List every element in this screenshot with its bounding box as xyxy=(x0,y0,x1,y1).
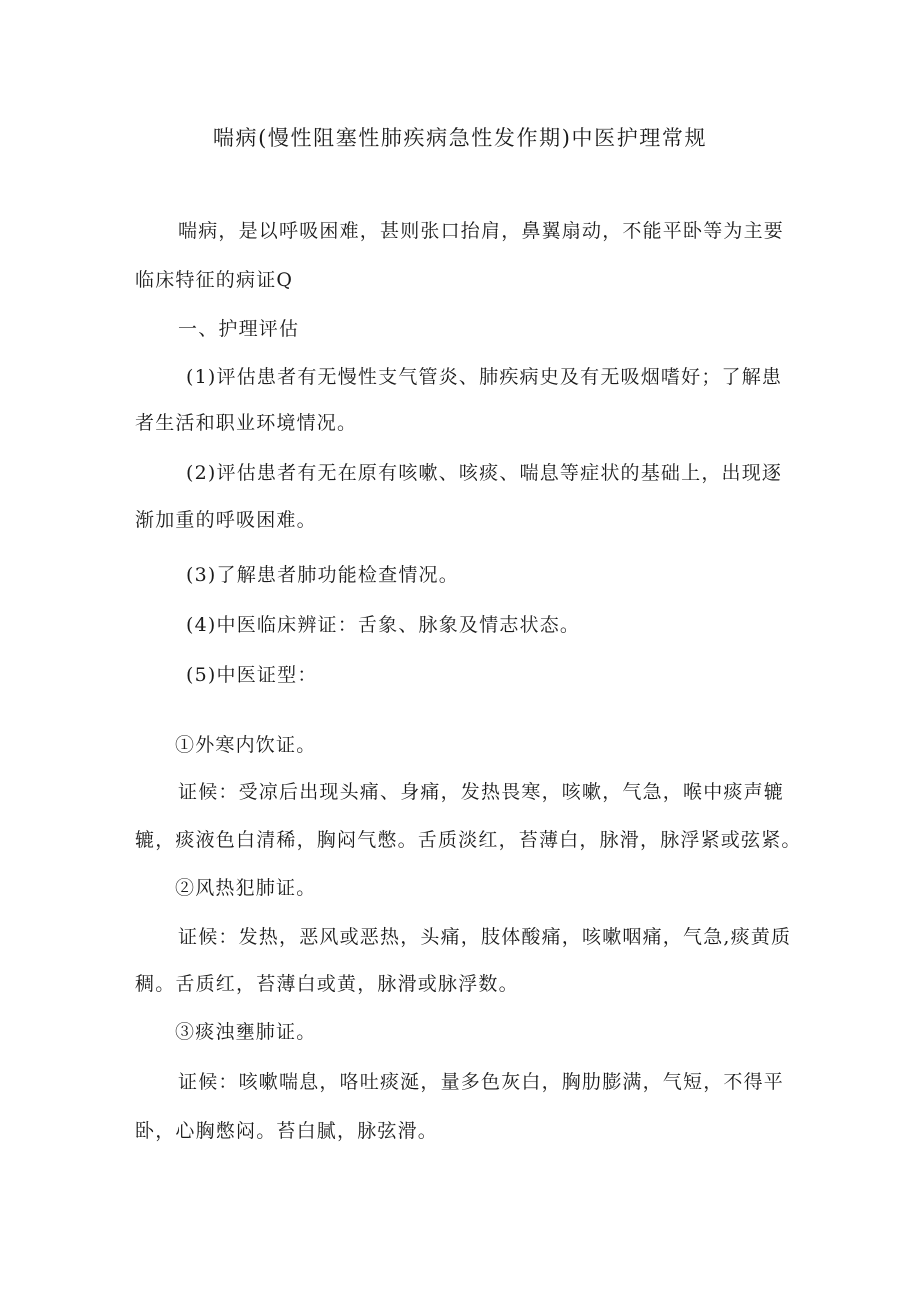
syndrome-heading: ②风热犯肺证。 xyxy=(175,877,317,899)
paragraph-line: 卧，心胸憋闷。苔白腻，脉弦滑。 xyxy=(135,1120,439,1142)
paragraph-line: 临床特征的病证Q xyxy=(135,269,294,291)
syndrome-heading: ③痰浊壅肺证。 xyxy=(175,1021,317,1043)
paragraph-line: 辘，痰液色白清稀，胸闷气憋。舌质淡红，苔薄白，脉滑，脉浮紧或弦紧。 xyxy=(135,829,802,851)
paragraph-line: (2)评估患者有无在原有咳嗽、咳痰、喘息等症状的基础上，出现逐 xyxy=(186,462,783,484)
paragraph-line: 喘病，是以呼吸困难，甚则张口抬肩，鼻翼扇动，不能平卧等为主要 xyxy=(178,220,785,242)
document-title: 喘病(慢性阻塞性肺疾病急性发作期)中医护理常规 xyxy=(212,126,708,150)
syndrome-heading: ①外寒内饮证。 xyxy=(175,734,317,756)
paragraph-line: 证候：咳嗽喘息，咯吐痰涎，量多色灰白，胸肋膨满，气短，不得平 xyxy=(178,1071,785,1093)
paragraph-line: (5)中医证型： xyxy=(186,664,318,686)
paragraph-line: (1)评估患者有无慢性支气管炎、肺疾病史及有无吸烟嗜好；了解患 xyxy=(186,366,783,388)
paragraph-line: (4)中医临床辨证：舌象、脉象及情志状态。 xyxy=(186,614,581,636)
section-heading: 一、护理评估 xyxy=(178,318,300,340)
paragraph-line: (3)了解患者肺功能检查情况。 xyxy=(186,564,459,586)
paragraph-line: 渐加重的呼吸困难。 xyxy=(135,509,317,531)
paragraph-line: 证候：发热，恶风或恶热，头痛，肢体酸痛，咳嗽咽痛，气急,痰黄质 xyxy=(178,926,792,948)
paragraph-line: 稠。舌质红，苔薄白或黄，脉滑或脉浮数。 xyxy=(135,973,519,995)
paragraph-line: 证候：受凉后出现头痛、身痛，发热畏寒，咳嗽，气急，喉中痰声辘 xyxy=(178,781,785,803)
paragraph-line: 者生活和职业环境情况。 xyxy=(135,412,358,434)
